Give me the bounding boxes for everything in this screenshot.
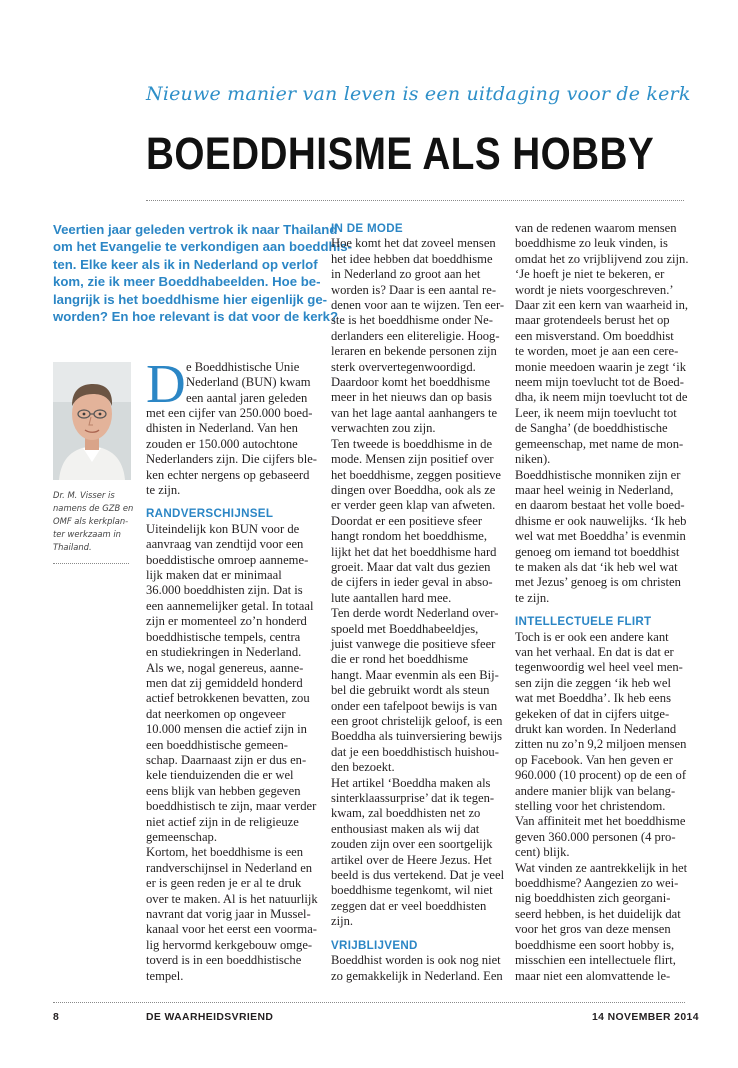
text-line: navrant dat vorig jaar in Mussel- bbox=[146, 907, 311, 921]
text-line: kom, zie ik meer Boeddhabeelden. Hoe be- bbox=[53, 274, 321, 290]
text-line: met Jezus’ genoeg is om christen bbox=[515, 575, 681, 590]
text-line: groeit. Maar dat valt dus gezien bbox=[331, 559, 491, 574]
text-line: kele tienduizenden die er wel bbox=[146, 768, 294, 783]
text-line: schap. Daarnaast zijn er dus en- bbox=[146, 752, 307, 767]
column-1-body bbox=[146, 522, 318, 984]
text-line: van het verhaal. En dat is dat er bbox=[515, 644, 674, 659]
text-line: om het Evangelie te verkondigen aan boeddhis- bbox=[53, 239, 352, 255]
issue-date: 14 NOVEMBER 2014 bbox=[592, 1012, 699, 1023]
text-line: randverschijnsel in Nederland en bbox=[146, 860, 313, 875]
text-line: actief betrokkenen bevatten, zou bbox=[146, 691, 310, 706]
text-line: een aannemelijker getal. In totaal bbox=[146, 598, 314, 613]
text-line: zeggen dat er veel boeddhisten bbox=[331, 898, 487, 913]
title-divider bbox=[146, 200, 684, 201]
text-line: geven 360.000 personen (4 pro- bbox=[515, 829, 676, 844]
text-line: omdat het zo vrijblijvend zou zijn. bbox=[515, 251, 689, 266]
text-line: neem mijn toevlucht tot de Boed- bbox=[515, 375, 684, 390]
publication-name: DE WAARHEIDSVRIEND bbox=[146, 1012, 274, 1023]
text-line: genoeg om iemand tot boeddhist bbox=[515, 544, 680, 559]
text-line: te zijn. bbox=[515, 590, 550, 605]
text-line: lijkt het dat het boeddhisme hard bbox=[331, 544, 497, 559]
text-line: gekeken of dat in cijfers uitge- bbox=[515, 706, 670, 721]
text-line: de cijfers in ieder geval in abso- bbox=[331, 575, 493, 590]
text-line: lute aantallen hard mee. bbox=[331, 590, 452, 605]
text-line: Dr. M. Visser is bbox=[53, 490, 115, 500]
photo-caption bbox=[53, 489, 133, 554]
text-line: zo gemakkelijk in Nederland. Een bbox=[331, 968, 503, 983]
text-line: onder een tafelpoot bewijs is van bbox=[331, 698, 498, 713]
text-line: Ten tweede is boeddhisme in de bbox=[331, 436, 493, 451]
text-line: dingen over Boeddha, ook als ze bbox=[331, 482, 496, 497]
text-line: Thailand. bbox=[53, 542, 92, 552]
article-title: BOEDDHISME ALS HOBBY bbox=[146, 128, 655, 179]
column-2 bbox=[331, 221, 503, 984]
text-line: boeddhisme een soort hobby is, bbox=[515, 937, 675, 952]
text-line: het idee hebben dat boeddhisme bbox=[331, 251, 493, 266]
text-line: te zijn. bbox=[146, 483, 181, 498]
text-line: Kortom, het boeddhisme is een bbox=[146, 845, 304, 860]
text-line: Leer, ik neem mijn toevlucht tot bbox=[515, 405, 677, 420]
text-line: Ten derde wordt Nederland over- bbox=[331, 606, 499, 621]
text-line: het boeddhisme, zeggen positieve bbox=[331, 467, 501, 482]
text-line: boeddhisme zo leuk vinden, is bbox=[515, 236, 668, 251]
text-line: Boeddha als tuinversiering bewijs bbox=[331, 729, 503, 744]
text-line: artikel over de Heere Jezus. Het bbox=[331, 852, 492, 867]
text-line: te worden, moet je aan een cere- bbox=[515, 344, 679, 359]
text-line: die er rond het boeddhisme bbox=[331, 652, 469, 667]
text-line: namens de GZB en bbox=[53, 503, 134, 513]
text-line: wat met Boeddha’. Ik heb eens bbox=[515, 691, 671, 706]
text-line: beeld is dus vertekend. Dat je veel bbox=[331, 868, 505, 883]
text-line: zijn. bbox=[331, 914, 354, 929]
text-line: gemeenschap, met name de mon- bbox=[515, 436, 684, 451]
text-line: leraren en bekende personen zijn bbox=[331, 344, 497, 359]
column-3 bbox=[515, 221, 687, 984]
text-line: zitten nu zo’n 9,2 miljoen mensen bbox=[515, 737, 687, 752]
text-line: derlanders een elitereligie. Hoog- bbox=[331, 328, 500, 343]
text-line: en studiekringen in Nederland. bbox=[146, 645, 302, 660]
text-line: denen voor aan te wijzen. Ten eer- bbox=[331, 298, 505, 313]
text-line: dhisten in Nederland. Van hen bbox=[146, 421, 298, 436]
text-line: Veertien jaar geleden vertrok ik naar Thailand bbox=[53, 222, 338, 237]
text-line: voor het gros van deze mensen bbox=[515, 922, 671, 937]
text-line: eens blijk van hebben gegeven bbox=[146, 783, 301, 798]
section-heading-randverschijnsel: RANDVERSCHIJNSEL bbox=[146, 507, 274, 521]
text-line: cent) blijk. bbox=[515, 845, 570, 860]
column-3-body bbox=[515, 221, 687, 606]
text-line: te maken als dat ‘ik heb wel wat bbox=[515, 559, 678, 574]
text-line: misschien een intellectuele flirt, bbox=[515, 953, 676, 968]
text-line: verwachten zou zijn. bbox=[331, 421, 436, 436]
author-portrait-image bbox=[53, 362, 131, 480]
text-line: maar heel weinig in Nederland, bbox=[515, 482, 674, 497]
text-line: Het artikel ‘Boeddha maken als bbox=[331, 775, 491, 790]
text-line: dhisme er ook nauwelijks. ‘Ik heb bbox=[515, 513, 687, 528]
text-line: ‘Je hoeft je niet te bekeren, er bbox=[515, 267, 665, 282]
text-line: ter werkzaam in bbox=[53, 529, 121, 539]
text-line: stelling voor het christendom. bbox=[515, 799, 666, 814]
text-line: ken echter nergens op gebaseerd bbox=[146, 467, 310, 482]
text-line: er is geen reden je er al te druk bbox=[146, 876, 302, 891]
intro-paragraph bbox=[53, 221, 352, 325]
text-line: worden is? Daar is een aantal re- bbox=[331, 282, 497, 297]
text-line: boeddhistische tempels, centra bbox=[146, 629, 301, 644]
text-line: met een cijfer van 250.000 boed- bbox=[146, 406, 313, 420]
column-1-intro bbox=[146, 406, 318, 498]
text-line: zijn er momenteel zo’n honderd bbox=[146, 614, 307, 629]
text-line: drukt kan worden. In Nederland bbox=[515, 722, 677, 736]
footer-divider bbox=[53, 1002, 685, 1003]
text-line: Van affiniteit met het boeddhisme bbox=[515, 814, 686, 829]
text-line: Boeddhistische monniken zijn er bbox=[515, 467, 681, 482]
text-line: sterk oververtegenwoordigd. bbox=[331, 359, 476, 374]
text-line: OMF als kerkplan- bbox=[53, 516, 129, 526]
article-subtitle: Nieuwe manier van leven is een uitdaging voor de kerk bbox=[146, 83, 691, 105]
text-line: gemeenschap. bbox=[146, 829, 217, 844]
text-line: seerd hebben, is het duidelijk dat bbox=[515, 906, 681, 921]
text-line: de Sangha’ (de boeddhistische bbox=[515, 421, 668, 436]
text-line: men dat zij gemiddeld honderd bbox=[146, 675, 303, 690]
text-line: Wat vinden ze aantrekkelijk in het bbox=[515, 860, 688, 875]
text-line: Nederland (BUN) kwam bbox=[186, 375, 311, 390]
text-line: mode. Mensen zijn positief over bbox=[331, 452, 494, 467]
text-line: ste is het boeddhisme onder Ne- bbox=[331, 313, 493, 328]
text-line: Daardoor komt het boeddhisme bbox=[331, 375, 491, 390]
text-line: zouden er 150.000 autochtone bbox=[146, 436, 298, 451]
text-line: toverd is in een boeddhistische bbox=[146, 953, 302, 968]
text-line: lijk maken dat er minimaal bbox=[146, 568, 282, 583]
text-line: kwam, zal boeddhisten net zo bbox=[331, 806, 481, 821]
text-line: boeddistische omroep aanneme- bbox=[146, 552, 309, 567]
text-line: monie meedoen waarin je zegt ‘ik bbox=[515, 359, 686, 374]
section-heading-vrijblijvend: VRIJBLIJVEND bbox=[331, 938, 418, 952]
text-line: hangt rondom het boeddhisme, bbox=[331, 529, 487, 544]
drop-cap: D bbox=[146, 353, 186, 414]
text-line: andere manier blijk van belang- bbox=[515, 783, 676, 798]
text-line: niken). bbox=[515, 452, 551, 467]
text-line: 36.000 boeddhisten zijn. Dat is bbox=[146, 583, 303, 598]
text-line: hangt. Maar evenmin als een Bij- bbox=[331, 667, 499, 682]
section-heading-intellectuele-flirt: INTELLECTUELE FLIRT bbox=[515, 615, 652, 629]
text-line: juist vanwege die positieve sfeer bbox=[331, 636, 496, 651]
text-line: maar niet een alomvattende le- bbox=[515, 968, 671, 983]
column-1-drop-lines bbox=[186, 360, 311, 406]
text-line: enthousiast maken als wij dat bbox=[331, 821, 480, 836]
text-line: in Nederland zo groot aan het bbox=[331, 267, 481, 282]
text-line: Hoe komt het dat zoveel mensen bbox=[331, 236, 496, 251]
text-line: Als we, nogal genereus, aanne- bbox=[146, 660, 304, 675]
text-line: boeddhistisch te zijn, maar verder bbox=[146, 799, 317, 814]
text-line: maar grotendeels berust het op bbox=[515, 313, 670, 328]
text-line: lig hervormd kerkgebouw omge- bbox=[146, 937, 313, 952]
text-line: dat neerkomen op ongeveer bbox=[146, 706, 286, 721]
column-2-body bbox=[331, 236, 503, 929]
text-line: kanaal voor het eerst een voorma- bbox=[146, 922, 317, 937]
text-line: boeddhisme tegenkomt, wil niet bbox=[331, 883, 493, 898]
text-line: op Facebook. Van hen geven er bbox=[515, 752, 673, 767]
section-heading-in-de-mode: IN DE MODE bbox=[331, 222, 403, 235]
text-line: Doordat er een positieve sfeer bbox=[331, 513, 483, 528]
text-line: Boeddhist worden is ook nog niet bbox=[331, 953, 501, 968]
text-line: boeddhisme? Aangezien zo wei- bbox=[515, 876, 679, 891]
column-3-body-end bbox=[515, 630, 687, 984]
author-photo bbox=[53, 362, 131, 480]
text-line: langrijk is het boeddhisme hier eigenlijk ge- bbox=[53, 291, 328, 307]
text-line: een misverstand. Om boeddhist bbox=[515, 328, 674, 343]
column-1 bbox=[146, 406, 318, 984]
text-line: ten. Elke keer als ik in Nederland op verlof bbox=[53, 256, 318, 272]
text-line: aanvraag van zendtijd voor een bbox=[146, 537, 304, 552]
text-line: 960.000 (10 procent) op de een of bbox=[515, 768, 687, 783]
text-line: een boeddhistische gemeen- bbox=[146, 737, 288, 752]
caption-divider bbox=[53, 563, 129, 564]
text-line: dat je een boeddhistisch huishou- bbox=[331, 744, 499, 759]
text-line: sinterklaassurprise’ dat ik tegen- bbox=[331, 791, 495, 806]
text-line: Toch is er ook een andere kant bbox=[515, 629, 669, 644]
text-line: tempel. bbox=[146, 968, 184, 983]
text-line: wordt je niets voorgeschreven.’ bbox=[515, 282, 674, 297]
text-line: niet actief zijn in de religieuze bbox=[146, 814, 299, 829]
text-line: meer in het nieuws dan op basis bbox=[331, 390, 492, 405]
text-line: 10.000 mensen die actief zijn in bbox=[146, 722, 307, 737]
text-line: wel wat met Boeddha’ is evenmin bbox=[515, 529, 686, 544]
column-2-body-end bbox=[331, 953, 503, 984]
text-line: dha, ik neem mijn toevlucht tot de bbox=[515, 390, 688, 405]
text-line: e Boeddhistische Unie bbox=[186, 360, 300, 374]
text-line: bel die gebruikt wordt als steun bbox=[331, 683, 490, 698]
text-line: spoeld met Boeddhabeeldjes, bbox=[331, 621, 479, 636]
text-line: van het lage aantal aanhangers te bbox=[331, 405, 498, 420]
text-line: Nederlanders zijn. Die cijfers ble- bbox=[146, 452, 317, 467]
text-line: en daarom bestaat het volle boed- bbox=[515, 498, 685, 513]
text-line: worden? En hoe relevant is dat voor de kerk? bbox=[53, 309, 339, 325]
text-line: sen zijn die zeggen ‘ik heb wel bbox=[515, 675, 671, 690]
text-line: een aantal jaren geleden bbox=[186, 390, 308, 405]
text-line: een groot christelijk geloof, is een bbox=[331, 714, 503, 728]
page-number: 8 bbox=[53, 1012, 60, 1023]
text-line: van de redenen waarom mensen bbox=[515, 221, 677, 235]
text-line: zouden zijn over een soortgelijk bbox=[331, 837, 493, 852]
text-line: den bezoekt. bbox=[331, 760, 395, 775]
text-line: Uiteindelijk kon BUN voor de bbox=[146, 521, 300, 536]
text-line: over te maken. Al is het natuurlijk bbox=[146, 891, 318, 906]
text-line: Daar zit een kern van waarheid in, bbox=[515, 298, 689, 313]
text-line: nig boeddhisten zich georgani- bbox=[515, 891, 671, 906]
text-line: tegenwoordig wel heel veel men- bbox=[515, 660, 683, 675]
text-line: er verder geen klap van afweten. bbox=[331, 498, 496, 513]
